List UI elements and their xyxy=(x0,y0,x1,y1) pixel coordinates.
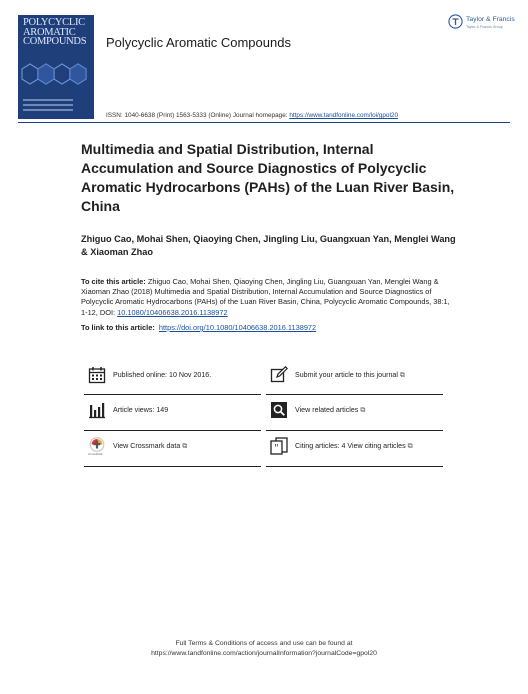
grid-divider xyxy=(266,430,443,431)
external-link-icon: ⧉ xyxy=(360,407,366,414)
related-articles-link[interactable] xyxy=(270,401,440,423)
publisher-name: Taylor & Francis xyxy=(466,16,515,23)
header-divider xyxy=(18,122,510,123)
article-link-label: To link to this article: xyxy=(81,323,155,332)
crossmark-link[interactable] xyxy=(88,437,258,459)
crossmark-caption: CrossMark xyxy=(88,452,103,456)
citation-label: To cite this article: xyxy=(81,277,146,286)
article-authors: Zhiguo Cao, Mohai Shen, Qiaoying Chen, Jingling Liu, Guangxuan Yan, Menglei Wang & Xiaoman Zhao xyxy=(81,234,456,257)
grid-divider xyxy=(84,430,261,431)
grid-divider xyxy=(266,394,443,395)
published-online-item xyxy=(88,366,258,388)
bar-chart-icon xyxy=(88,401,106,419)
grid-divider xyxy=(84,466,261,467)
citation-text: Zhiguo Cao, Mohai Shen, Qiaoying Chen, Jingling Liu, Guangxuan Yan, Menglei Wang & Xiaoman Zhao (2018) Multimedia and Spatial Distribution, Internal Accumulation and Source Diagnostics of Polycyclic Aromatic Hydrocarbons (PAHs) of the Luan River Basin, China, Polycyclic Aromatic Compounds, 38:1, 1-12, DOI: xyxy=(81,277,450,317)
journal-name[interactable]: Polycyclic Aromatic Compounds xyxy=(106,35,291,50)
grid-divider xyxy=(84,394,261,395)
submit-article-text: Submit your article to this journal xyxy=(295,371,398,379)
article-title: Multimedia and Spatial Distribution, Internal Accumulation and Source Diagnostics of Polycyclic Aromatic Hydrocarbons (PAHs) of the Luan River Basin, China xyxy=(81,141,455,214)
grid-divider xyxy=(266,466,443,467)
taylor-francis-logo-icon xyxy=(448,14,463,29)
cover-decorative-lines xyxy=(23,99,73,114)
article-doi-link[interactable]: https://doi.org/10.1080/10406638.2016.1138972 xyxy=(158,323,317,332)
external-link-icon: ⧉ xyxy=(407,443,413,450)
citation-doi-link[interactable]: 10.1080/10406638.2016.1138972 xyxy=(117,307,228,317)
article-views-item xyxy=(88,401,258,423)
cover-hexagon-pattern xyxy=(18,55,94,95)
related-articles-text: View related articles xyxy=(295,406,359,414)
citation-block xyxy=(81,277,455,318)
published-online-text: Published online: 10 Nov 2016. xyxy=(113,371,212,379)
issn-line: ISSN: 1040-6638 (Print) 1563-5333 (Online) Journal homepage: https://www.tandfonline.com/loi/gpol20 xyxy=(106,112,399,119)
footer xyxy=(0,639,528,658)
publisher-tagline: Taylor & Francis Group xyxy=(466,25,503,29)
journal-cover xyxy=(18,15,94,119)
footer-terms-text: Full Terms & Conditions of access and use can be found at xyxy=(175,640,353,647)
citing-documents-icon xyxy=(270,437,288,455)
calendar-icon xyxy=(88,366,106,384)
cover-title: POLYCYCLIC AROMATIC COMPOUNDS xyxy=(23,17,87,47)
submit-article-link[interactable] xyxy=(270,366,440,388)
article-link-line xyxy=(81,323,316,332)
crossmark-text: View Crossmark data xyxy=(113,442,181,450)
external-link-icon: ⧉ xyxy=(399,372,405,379)
footer-terms-link[interactable]: https://www.tandfonline.com/action/journalInformation?journalCode=gpol20 xyxy=(151,649,377,657)
citing-articles-link[interactable] xyxy=(270,437,440,459)
external-link-icon: ⧉ xyxy=(182,443,188,450)
citing-articles-text: Citing articles: 4 View citing articles xyxy=(295,442,406,450)
search-document-icon xyxy=(270,401,288,419)
article-views-text: Article views: 149 xyxy=(113,406,169,414)
pencil-edit-icon xyxy=(270,366,288,384)
journal-homepage-link[interactable]: https://www.tandfonline.com/loi/gpol20 xyxy=(289,112,399,119)
svg-text:": " xyxy=(274,444,279,454)
